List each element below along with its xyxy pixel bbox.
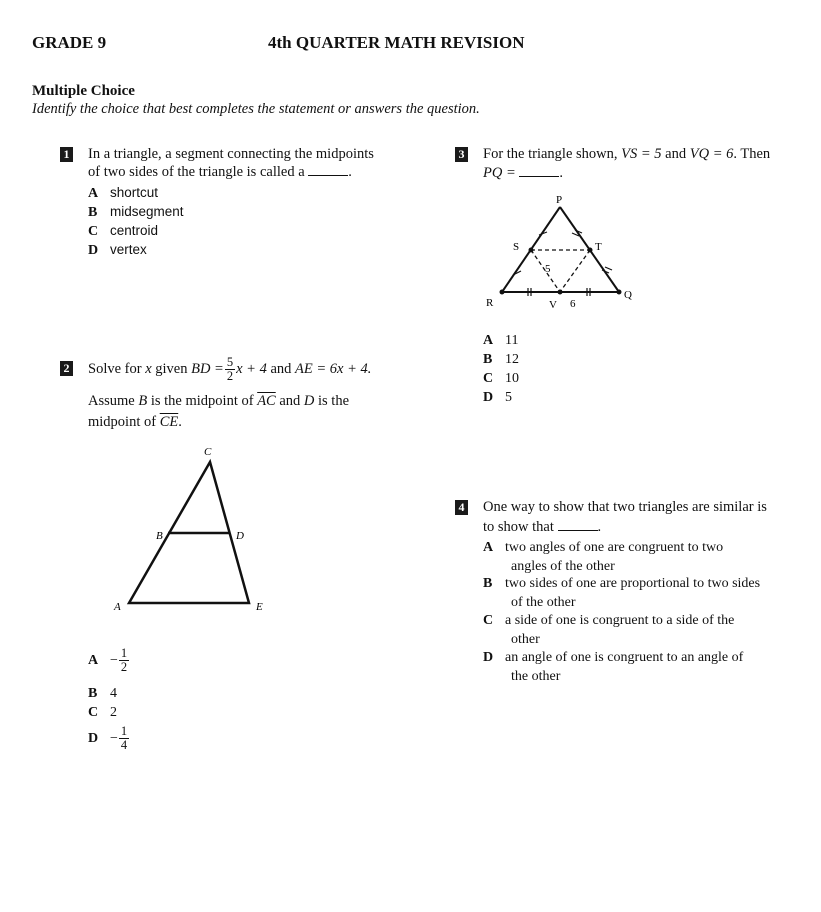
numerator: 5 <box>226 354 234 369</box>
label-b: B <box>156 530 163 542</box>
choice-letter: D <box>483 650 494 665</box>
choice-text: 4 <box>110 686 117 701</box>
bd-label: BD = <box>191 360 224 377</box>
choice-letter: D <box>88 243 99 258</box>
choice-text: 10 <box>505 371 519 386</box>
choice-letter: C <box>88 705 99 720</box>
point-q <box>617 290 622 295</box>
q1-choice-b[interactable] <box>88 202 184 222</box>
segment-ce: $\overline{CE}$ <box>159 414 179 430</box>
question-text-line1: In a triangle, a segment connecting the midpoints <box>88 146 374 162</box>
pq-expression: PQ = <box>483 165 516 181</box>
text: and <box>665 146 687 162</box>
question-3-line1 <box>483 145 770 164</box>
segment-ac: $\overline{AC}$ <box>257 393 276 409</box>
text: and <box>279 393 301 409</box>
ae-expression: AE = 6x + 4. <box>295 360 372 377</box>
section-heading: Multiple Choice <box>32 83 135 99</box>
q2-choice-c[interactable] <box>88 703 117 722</box>
q1-choice-d[interactable] <box>88 240 147 260</box>
question-2-line1 <box>88 351 371 387</box>
question-number: 1 <box>60 147 73 162</box>
choice-text: two angles of one are congruent to two <box>505 540 724 555</box>
var-x: x <box>145 360 152 377</box>
choice-text: shortcut <box>110 185 159 200</box>
choice-letter: D <box>88 731 99 746</box>
choice-letter: A <box>88 186 99 201</box>
choice-text: vertex <box>110 242 147 257</box>
choice-letter: C <box>88 224 99 239</box>
point-v <box>558 290 563 295</box>
period: . <box>597 519 602 535</box>
label-v: V <box>549 299 557 311</box>
label-r: R <box>486 297 494 309</box>
choice-text-cont: the other <box>511 669 561 684</box>
fraction-five-halves <box>225 356 235 383</box>
choice-text: an angle of one is congruent to an angle of <box>505 650 744 665</box>
answer-blank <box>558 518 598 531</box>
question-2-line3 <box>88 413 182 432</box>
choice-text: 12 <box>505 352 519 367</box>
text: to show that <box>483 519 554 535</box>
point-r <box>500 290 505 295</box>
var-d: D <box>303 393 315 409</box>
choice-text: 5 <box>505 390 512 405</box>
text: . Then <box>733 146 771 162</box>
label-q: Q <box>624 289 632 301</box>
vs-expression: VS = 5 <box>621 146 662 162</box>
text: given <box>155 360 188 377</box>
numerator: 1 <box>120 646 128 660</box>
text: For the triangle shown, <box>483 146 618 162</box>
question-3-number: 3 <box>455 147 468 162</box>
choice-text-cont: other <box>511 632 540 647</box>
q3-choice-b[interactable] <box>483 350 519 369</box>
segment-tv <box>560 250 590 292</box>
q4-choice-d[interactable] <box>483 648 743 686</box>
minus-sign: − <box>110 731 118 746</box>
choice-text: a side of one is congruent to a side of the <box>505 613 735 628</box>
q4-choice-a[interactable] <box>483 538 723 576</box>
label-p: P <box>556 194 563 206</box>
label-a: A <box>114 601 121 613</box>
q3-choice-a[interactable] <box>483 331 518 350</box>
question-text: of two sides of the triangle is called a <box>88 164 305 180</box>
q2-choice-b[interactable] <box>88 684 117 703</box>
tick-mark <box>605 267 612 270</box>
point-s <box>529 248 534 253</box>
choice-letter: C <box>483 613 494 628</box>
choice-letter: D <box>483 390 494 405</box>
choice-text-cont: angles of the other <box>511 559 615 574</box>
label-s: S <box>513 241 520 253</box>
choice-letter: B <box>483 576 493 591</box>
grade-label: GRADE 9 <box>32 33 107 52</box>
choice-letter: C <box>483 371 494 386</box>
q3-choice-d[interactable] <box>483 388 512 407</box>
choice-letter: B <box>88 205 98 220</box>
q2-choice-d[interactable] <box>88 725 130 752</box>
denominator: 2 <box>226 368 234 383</box>
label-t: T <box>595 241 602 253</box>
vq-expression: VQ = 6 <box>689 146 734 162</box>
question-4-line2 <box>483 518 601 537</box>
question-2-number: 2 <box>60 361 73 376</box>
q3-choice-c[interactable] <box>483 369 519 388</box>
period: . <box>348 164 352 180</box>
choice-letter: A <box>483 333 494 348</box>
choice-letter: B <box>483 352 493 367</box>
q1-choice-c[interactable] <box>88 221 158 241</box>
instructions: Identify the choice that best completes the statement or answers the question. <box>32 101 480 117</box>
label-five: 5 <box>545 263 551 275</box>
answer-blank <box>308 163 348 176</box>
q4-choice-c[interactable] <box>483 611 734 649</box>
choice-letter: A <box>88 653 99 668</box>
choice-fraction <box>119 647 129 674</box>
label-d: D <box>236 530 244 542</box>
label-e: E <box>256 601 263 613</box>
choice-text: two sides of one are proportional to two sides <box>505 576 761 591</box>
period: . <box>178 414 182 430</box>
choice-letter: B <box>88 686 98 701</box>
choice-fraction <box>119 725 129 752</box>
question-3-line2 <box>483 164 563 183</box>
question-2-line2 <box>88 392 349 411</box>
triangle-pqr-figure <box>476 190 646 320</box>
period: . <box>559 165 563 181</box>
choice-letter: A <box>483 540 494 555</box>
q2-choice-a[interactable] <box>88 647 130 674</box>
choice-text: 2 <box>110 705 117 720</box>
text: Solve for <box>88 360 142 377</box>
question-text-line2 <box>88 163 352 182</box>
text: and <box>270 360 292 377</box>
choice-text: 11 <box>505 333 519 348</box>
label-c: C <box>204 446 212 458</box>
denominator: 2 <box>120 660 128 674</box>
choice-text: centroid <box>110 223 159 238</box>
text: is the midpoint of <box>150 393 254 409</box>
minus-sign: − <box>110 653 118 668</box>
label-six: 6 <box>570 298 576 310</box>
q4-choice-b[interactable] <box>483 574 760 612</box>
numerator: 1 <box>120 724 128 738</box>
denominator: 4 <box>120 738 128 752</box>
page-title: 4th QUARTER MATH REVISION <box>268 33 525 52</box>
choice-text-cont: of the other <box>511 595 576 610</box>
bd-rest: x + 4 <box>236 360 267 377</box>
question-4-line1: One way to show that two triangles are similar is <box>483 499 767 515</box>
choice-text: midsegment <box>110 204 184 219</box>
trapezoid-figure <box>100 440 280 620</box>
question-4-number: 4 <box>455 500 468 515</box>
var-b: B <box>138 393 148 409</box>
answer-blank <box>519 164 559 177</box>
q1-choice-a[interactable] <box>88 183 158 203</box>
text: Assume <box>88 393 135 409</box>
text: is the <box>318 393 350 409</box>
text: midpoint of <box>88 414 157 430</box>
point-t <box>588 248 593 253</box>
